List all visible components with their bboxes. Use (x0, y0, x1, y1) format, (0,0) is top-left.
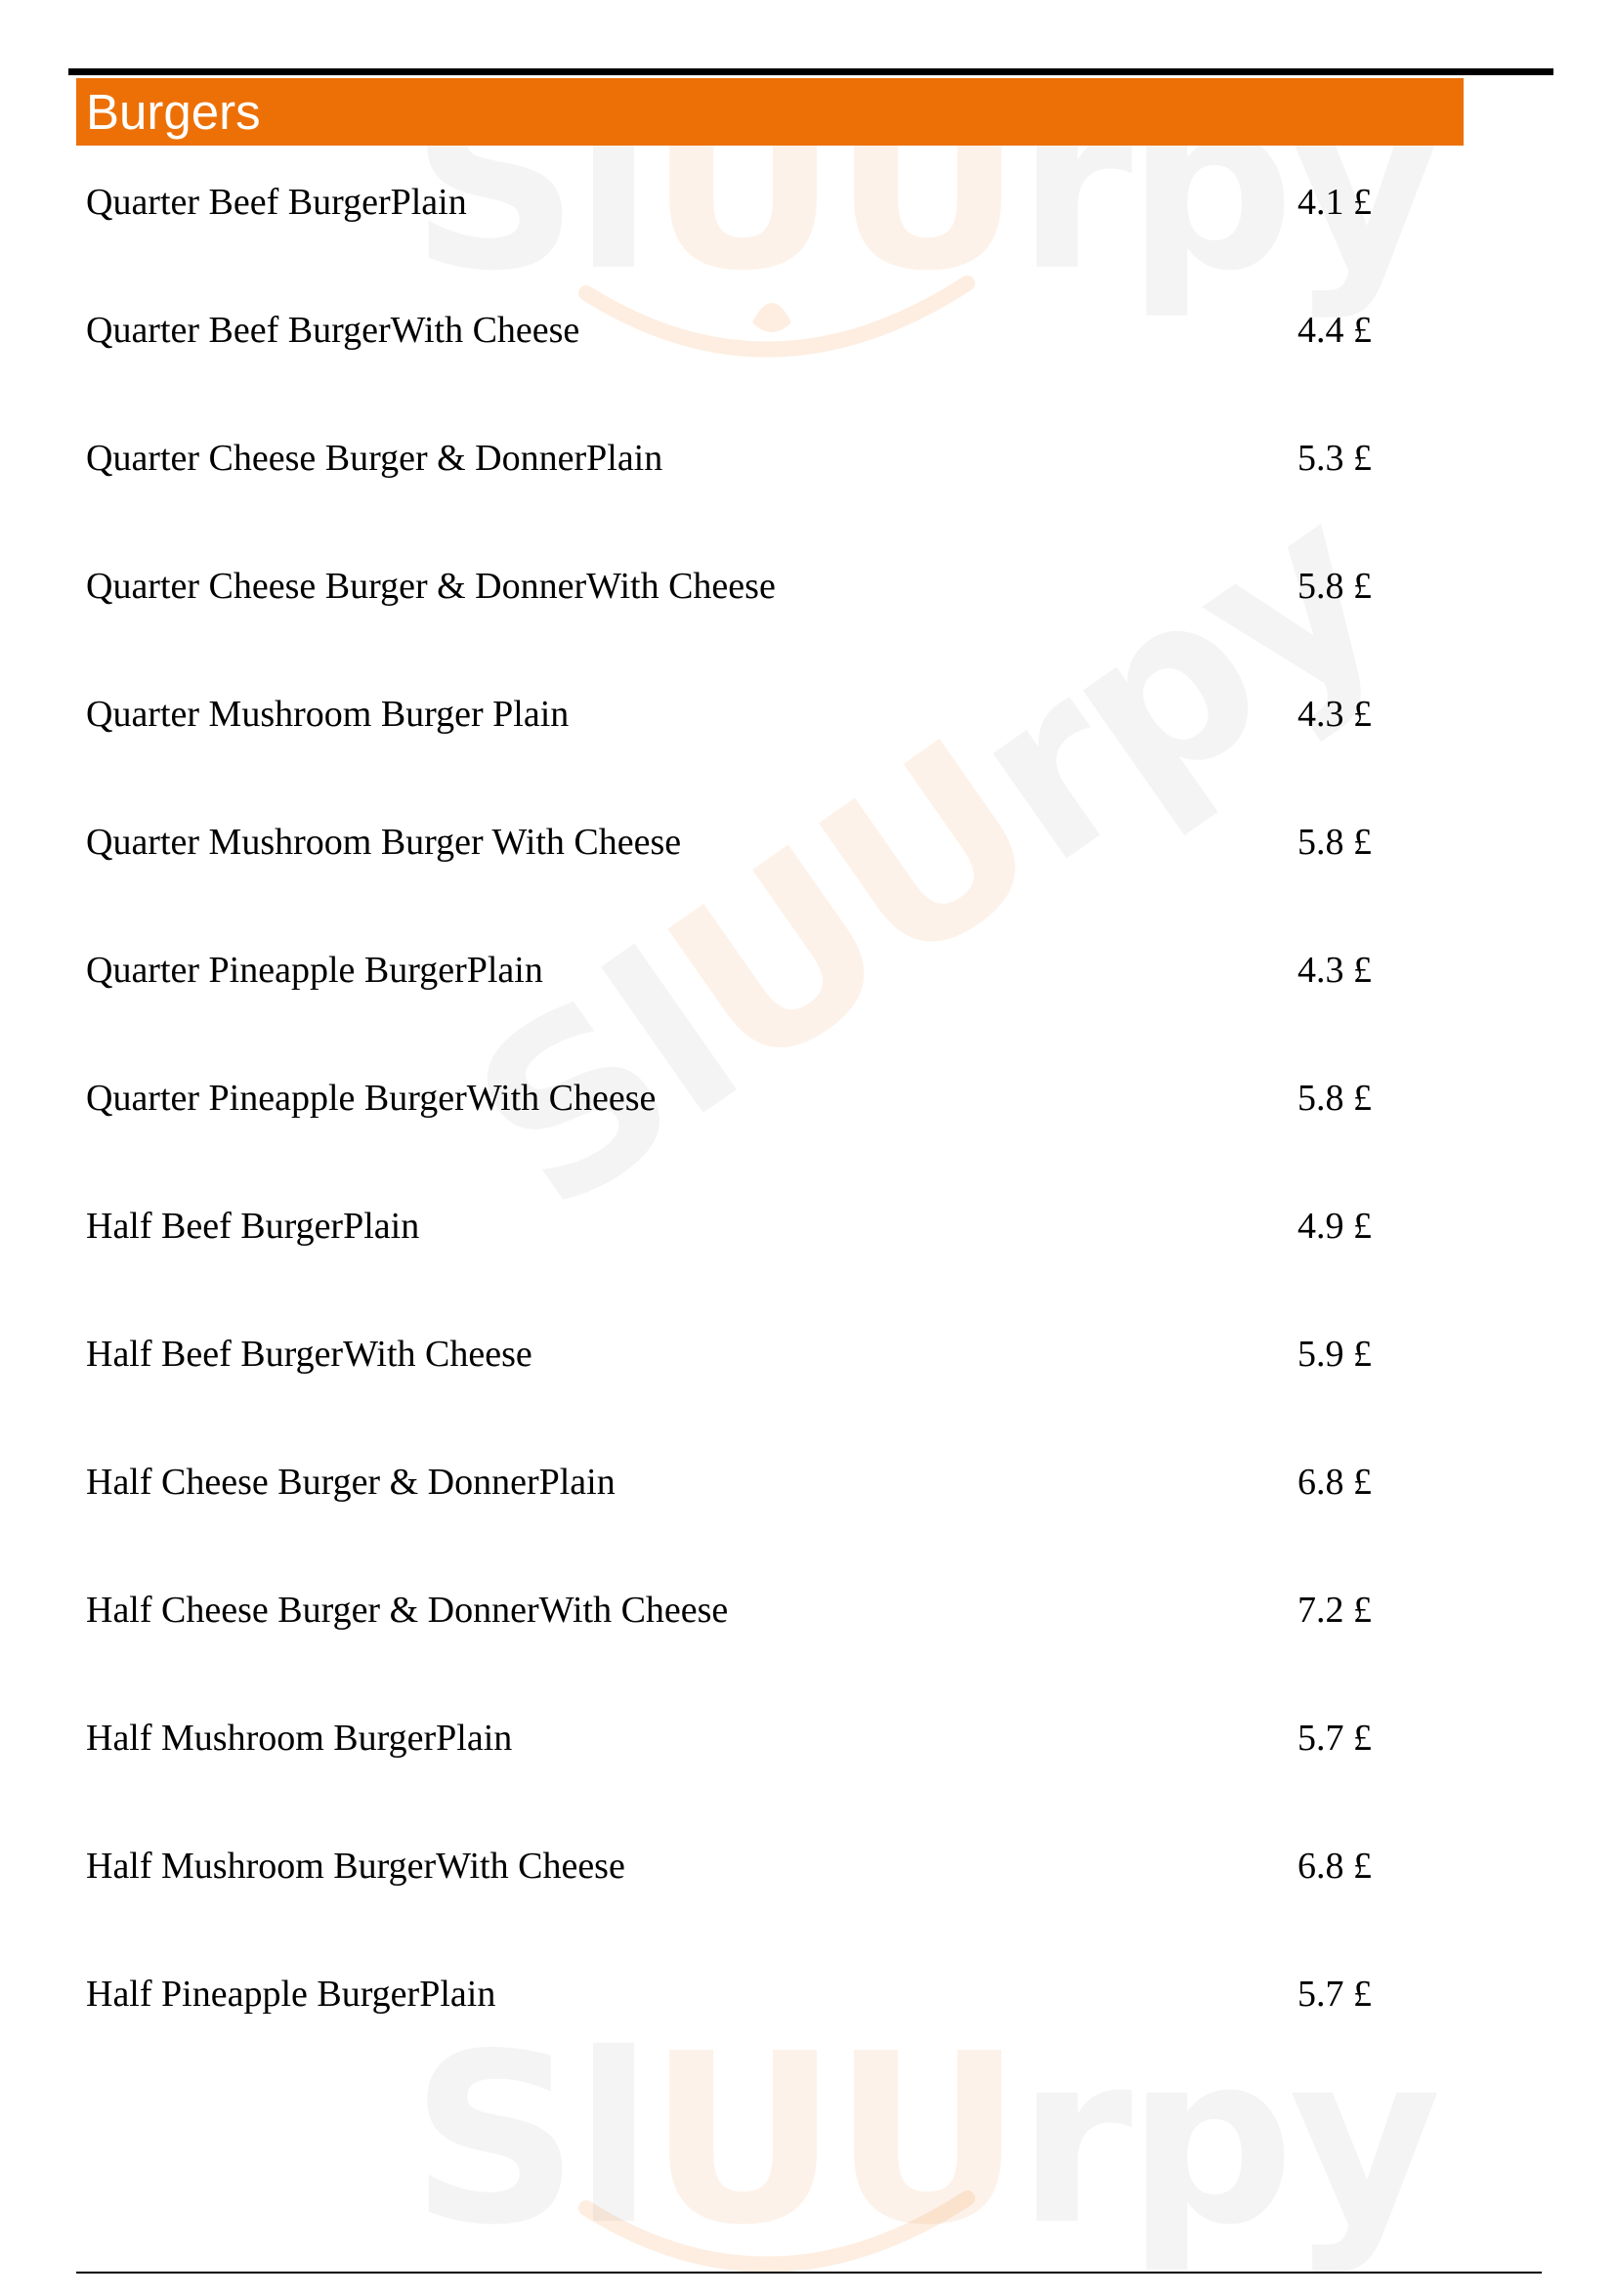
item-price: 5.8 £ (1297, 566, 1372, 607)
item-price: 5.8 £ (1297, 1078, 1372, 1119)
item-price: 5.7 £ (1297, 1718, 1372, 1759)
item-name: Half Cheese Burger & DonnerPlain (86, 1462, 616, 1503)
item-price: 4.9 £ (1297, 1206, 1372, 1247)
item-price: 6.8 £ (1297, 1846, 1372, 1887)
menu-item (86, 1197, 1395, 1255)
item-name: Quarter Cheese Burger & DonnerWith Cheese (86, 566, 776, 607)
menu-item (86, 301, 1395, 360)
item-price: 4.4 £ (1297, 310, 1372, 351)
item-price: 5.9 £ (1297, 1334, 1372, 1375)
menu-item (86, 1709, 1395, 1767)
item-name: Quarter Pineapple BurgerPlain (86, 950, 543, 991)
item-name: Quarter Pineapple BurgerWith Cheese (86, 1078, 657, 1119)
item-price: 5.3 £ (1297, 438, 1372, 479)
menu-item (86, 557, 1395, 616)
item-price: 4.3 £ (1297, 950, 1372, 991)
menu-item (86, 941, 1395, 999)
item-name: Quarter Mushroom Burger With Cheese (86, 822, 682, 863)
item-price: 6.8 £ (1297, 1462, 1372, 1503)
item-name: Half Mushroom BurgerWith Cheese (86, 1846, 625, 1887)
menu-item (86, 429, 1395, 488)
menu-item (86, 1837, 1395, 1895)
menu-item (86, 1581, 1395, 1639)
item-name: Half Cheese Burger & DonnerWith Cheese (86, 1590, 729, 1631)
item-name: Half Beef BurgerPlain (86, 1206, 420, 1247)
item-price: 5.8 £ (1297, 822, 1372, 863)
menu-item (86, 1069, 1395, 1127)
item-name: Half Pineapple BurgerPlain (86, 1974, 496, 2015)
item-name: Quarter Mushroom Burger Plain (86, 694, 570, 735)
item-name: Quarter Beef BurgerPlain (86, 182, 467, 223)
menu-item (86, 685, 1395, 744)
item-price: 5.7 £ (1297, 1974, 1372, 2015)
item-price: 4.1 £ (1297, 182, 1372, 223)
item-price: 4.3 £ (1297, 694, 1372, 735)
item-name: Quarter Cheese Burger & DonnerPlain (86, 438, 663, 479)
menu-item (86, 173, 1395, 232)
menu-item (86, 1325, 1395, 1383)
item-name: Half Beef BurgerWith Cheese (86, 1334, 532, 1375)
watermark-text-b: UU (648, 2003, 1017, 2276)
item-price: 7.2 £ (1297, 1590, 1372, 1631)
item-name: Half Mushroom BurgerPlain (86, 1718, 513, 1759)
watermark-text-b: UU (648, 49, 1017, 322)
item-name: Quarter Beef BurgerWith Cheese (86, 310, 580, 351)
bottom-divider (76, 2272, 1542, 2274)
section-title: Burgers (86, 84, 261, 140)
watermark-text-b: UU (622, 691, 1083, 1127)
menu-item (86, 1965, 1395, 2023)
menu-item (86, 1453, 1395, 1511)
menu-item (86, 813, 1395, 872)
